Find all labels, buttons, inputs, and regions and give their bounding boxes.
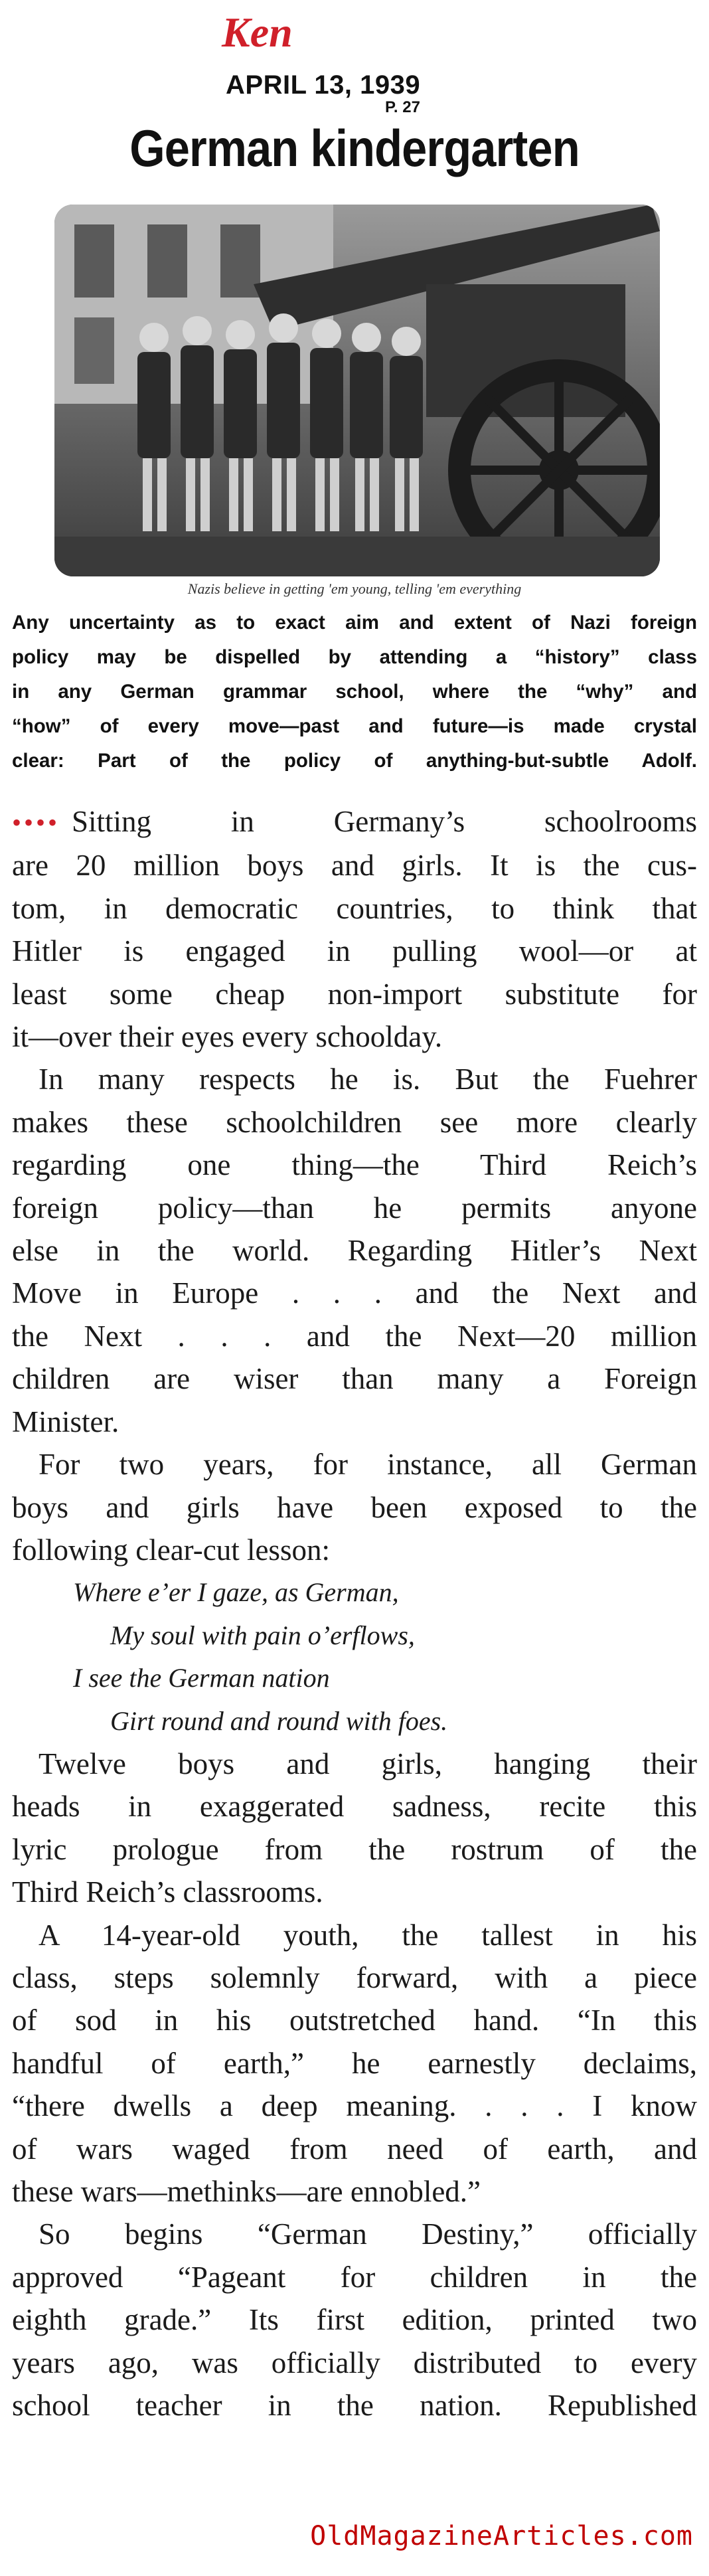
body-line: eighth grade.” Its first edition, printed two (12, 2303, 697, 2337)
poem-line: I see the German nation (73, 1663, 330, 1693)
body-line: boys and girls have been exposed to the (12, 1490, 697, 1524)
body-line: are 20 million boys and girls. It is the cus- (12, 849, 697, 883)
body-line: heads in exaggerated sadness, recite this (12, 1790, 697, 1824)
body-line: lyric prologue from the rostrum of the (12, 1832, 697, 1866)
body-line: children are wiser than many a Foreign (12, 1362, 697, 1396)
article-deck (12, 606, 697, 778)
site-watermark-link[interactable]: OldMagazineArticles.com (310, 2521, 693, 2551)
body-line: years ago, was officially distributed to every (12, 2346, 697, 2379)
body-line: school teacher in the nation. Republished (12, 2389, 697, 2423)
poem-verse (12, 1571, 697, 1743)
body-line: least some cheap non-import substitute for (12, 977, 697, 1011)
ken-logo (219, 5, 299, 69)
svg-text:Ken: Ken (222, 9, 293, 56)
body-line: these wars—methinks—are ennobled.” (12, 2175, 481, 2208)
body-line: In many respects he is. But the Fuehrer (39, 1063, 697, 1096)
lead-marker-dots: •••• (12, 808, 60, 837)
body-line: handful of earth,” he earnestly declaims, (12, 2046, 697, 2080)
body-line: the Next . . . and the Next—20 million (12, 1319, 697, 1353)
body-line: Minister. (12, 1405, 119, 1438)
body-line: makes these schoolchildren see more clearly (12, 1105, 697, 1139)
site-footer (0, 2517, 709, 2563)
poem-line: My soul with pain o’erflows, (110, 1620, 415, 1650)
body-line: regarding one thing—the Third Reich’s (12, 1148, 697, 1182)
body-line: class, steps solemnly forward, with a piece (12, 1960, 697, 1994)
photo-caption: Nazis believe in getting 'em young, telling 'em everything (187, 580, 522, 597)
body-line: approved “Pageant for children in the (12, 2260, 697, 2294)
body-line: Twelve boys and girls, hanging their (39, 1747, 697, 1780)
body-line: of sod in his outstretched hand. “In this (12, 2004, 697, 2037)
body-line: So begins “German Destiny,” officially (39, 2217, 697, 2251)
body-line: of wars waged from need of earth, and (12, 2132, 697, 2166)
kindergarten-photo (54, 205, 660, 576)
headline: German kindergarten (129, 119, 580, 177)
body-line: it—over their eyes every schoolday. (12, 1020, 443, 1054)
poem-line: Girt round and round with foes. (110, 1705, 448, 1736)
poem-line: Where e’er I gaze, as German, (73, 1577, 399, 1608)
body-line: foreign policy—than he permits anyone (12, 1191, 697, 1225)
deck-line: clear: Part of the policy of anything-but-subtle Adolf. (12, 750, 697, 772)
body-line: Move in Europe . . . and the Next and (12, 1276, 697, 1310)
body-line: else in the world. Regarding Hitler’s Next (12, 1234, 697, 1268)
body-line: A 14-year-old youth, the tallest in his (39, 1918, 697, 1952)
body-line: For two years, for instance, all German (39, 1448, 697, 1482)
body-line: Third Reich’s classrooms. (12, 1875, 323, 1909)
article-body (12, 800, 697, 2427)
issue-date: APRIL 13, 1939 (226, 70, 421, 100)
body-line: •••• Sitting in Germany’s schoolrooms (12, 805, 697, 838)
body-line: “there dwells a deep meaning. . . . I know (12, 2089, 697, 2123)
deck-line: Any uncertainty as to exact aim and extent of Nazi foreign (12, 612, 697, 634)
body-line: following clear-cut lesson: (12, 1533, 330, 1567)
deck-line: policy may be dispelled by attending a “history” class (12, 646, 697, 668)
deck-line: in any German grammar school, where the “why” and (12, 681, 697, 703)
body-line: tom, in democratic countries, to think that (12, 891, 697, 925)
deck-line: “how” of every move—past and future—is made crystal (12, 715, 697, 737)
body-line: Hitler is engaged in pulling wool—or at (12, 934, 697, 968)
page-number: P. 27 (385, 98, 420, 116)
